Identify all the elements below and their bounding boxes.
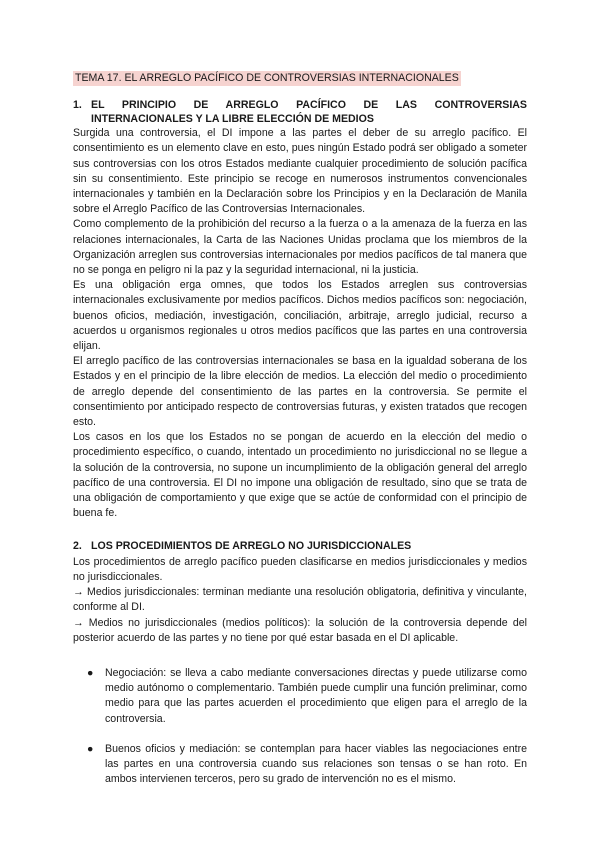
section-1-paragraph: El arreglo pacífico de las controversias internacionales se basa en la igualdad soberana de los Estados y en el principio de la libre elección de medios. La elección del medio o procedimiento de arreglo depende del consentimiento de las partes en la controversia. Se permite el consentimiento por anticipado respecto de controversias futuras, y existen tratados que recogen esto. [73, 355, 527, 429]
list-item [73, 742, 527, 788]
section-1-paragraph: Los casos en los que los Estados no se pongan de acuerdo en la elección del medio o procedimiento específico, o cuando, intentado un procedimiento no jurisdiccional no se llegue a la solución de la controversia, no supone un incumplimiento de la obligación general del arreglo pacífico de una controversia. El DI no impone una obligación de resultado, sino que se trata de una obligación de comportamiento y que exige que se actúe de conformidad con el principio de buena fe. [73, 431, 527, 520]
document-page [73, 62, 527, 787]
section-2-bullet-list [73, 666, 527, 787]
list-item-text: Negociación: se lleva a cabo mediante conversaciones directas y puede utilizarse como medio autónomo o complementario. También puede cumplir una función preliminar, como medio para que las partes acuerden el procedimiento que eligen para el arreglo de la controversia. [105, 666, 527, 725]
document-title: TEMA 17. EL ARREGLO PACÍFICO DE CONTROVERSIAS INTERNACIONALES [75, 72, 459, 84]
section-1-paragraph: Como complemento de la prohibición del recurso a la fuerza o a la amenaza de la fuerza en las relaciones internacionales, la Carta de las Naciones Unidas proclama que los miembros de la Organización arreglen sus controversias internacionales por medios pacíficos de tal manera que no se ponga en peligro ni la paz y la seguridad internacional, ni la justicia. [73, 218, 527, 277]
section-1-paragraph: Es una obligación erga omnes, que todos los Estados arreglen sus controversias internacionales exclusivamente por medios pacíficos. Dichos medios pacíficos son: negociación, buenos oficios, mediación, investigación, conciliación, arbitraje, arreglo judicial, recurso a acuerdos u organismos regionales u otros medios pacíficos que las partes en una controversia elijan. [73, 279, 527, 353]
section-2-paragraph: → Medios no jurisdiccionales (medios políticos): la solución de la controversia depende del posterior acuerdo de las partes y no tiene por qué estar basada en el DI aplicable. [73, 616, 527, 644]
bullet-icon: ● [87, 742, 94, 755]
section-1-paragraph: Surgida una controversia, el DI impone a las partes el deber de su arreglo pacífico. El consentimiento es un elemento clave en esto, pues ningún Estado podrá ser obligado a someter sus controversias con los otros Estados mediante cualquier procedimiento de solución pacífica sin su consentimiento. Este principio se recoge en numerosos instrumentos convencionales internacionales y también en la Declaración sobre los Principios y en la Declaración de Manila sobre el Arreglo Pacífico de las Controversias Internacionales. [73, 127, 527, 216]
bullet-icon: ● [87, 666, 94, 679]
section-2-heading [73, 539, 527, 554]
section-2-paragraph: → Medios jurisdiccionales: terminan mediante una resolución obligatoria, definitiva y vinculante, conforme al DI. [73, 586, 527, 614]
section-1-heading [73, 98, 527, 126]
section-2-number: 2. [73, 540, 82, 553]
section-2-heading-text: LOS PROCEDIMIENTOS DE ARREGLO NO JURISDICCIONALES [91, 540, 412, 553]
section-1-heading-text: EL PRINCIPIO DE ARREGLO PACÍFICO DE LAS CONTROVERSIAS INTERNACIONALES Y LA LIBRE ELECCIÓN DE MEDIOS [91, 99, 527, 126]
list-item-text: Buenos oficios y mediación: se contemplan para hacer viables las negociaciones entre las partes en una controversia cuando sus relaciones son tensas o se han roto. En ambos intervienen terceros, pero su grado de intervención no es el mismo. [105, 742, 527, 786]
list-item [73, 666, 527, 727]
section-1-number: 1. [73, 99, 82, 112]
section-2-paragraph: Los procedimientos de arreglo pacífico pueden clasificarse en medios jurisdiccionales y medios no jurisdiccionales. [73, 555, 527, 583]
